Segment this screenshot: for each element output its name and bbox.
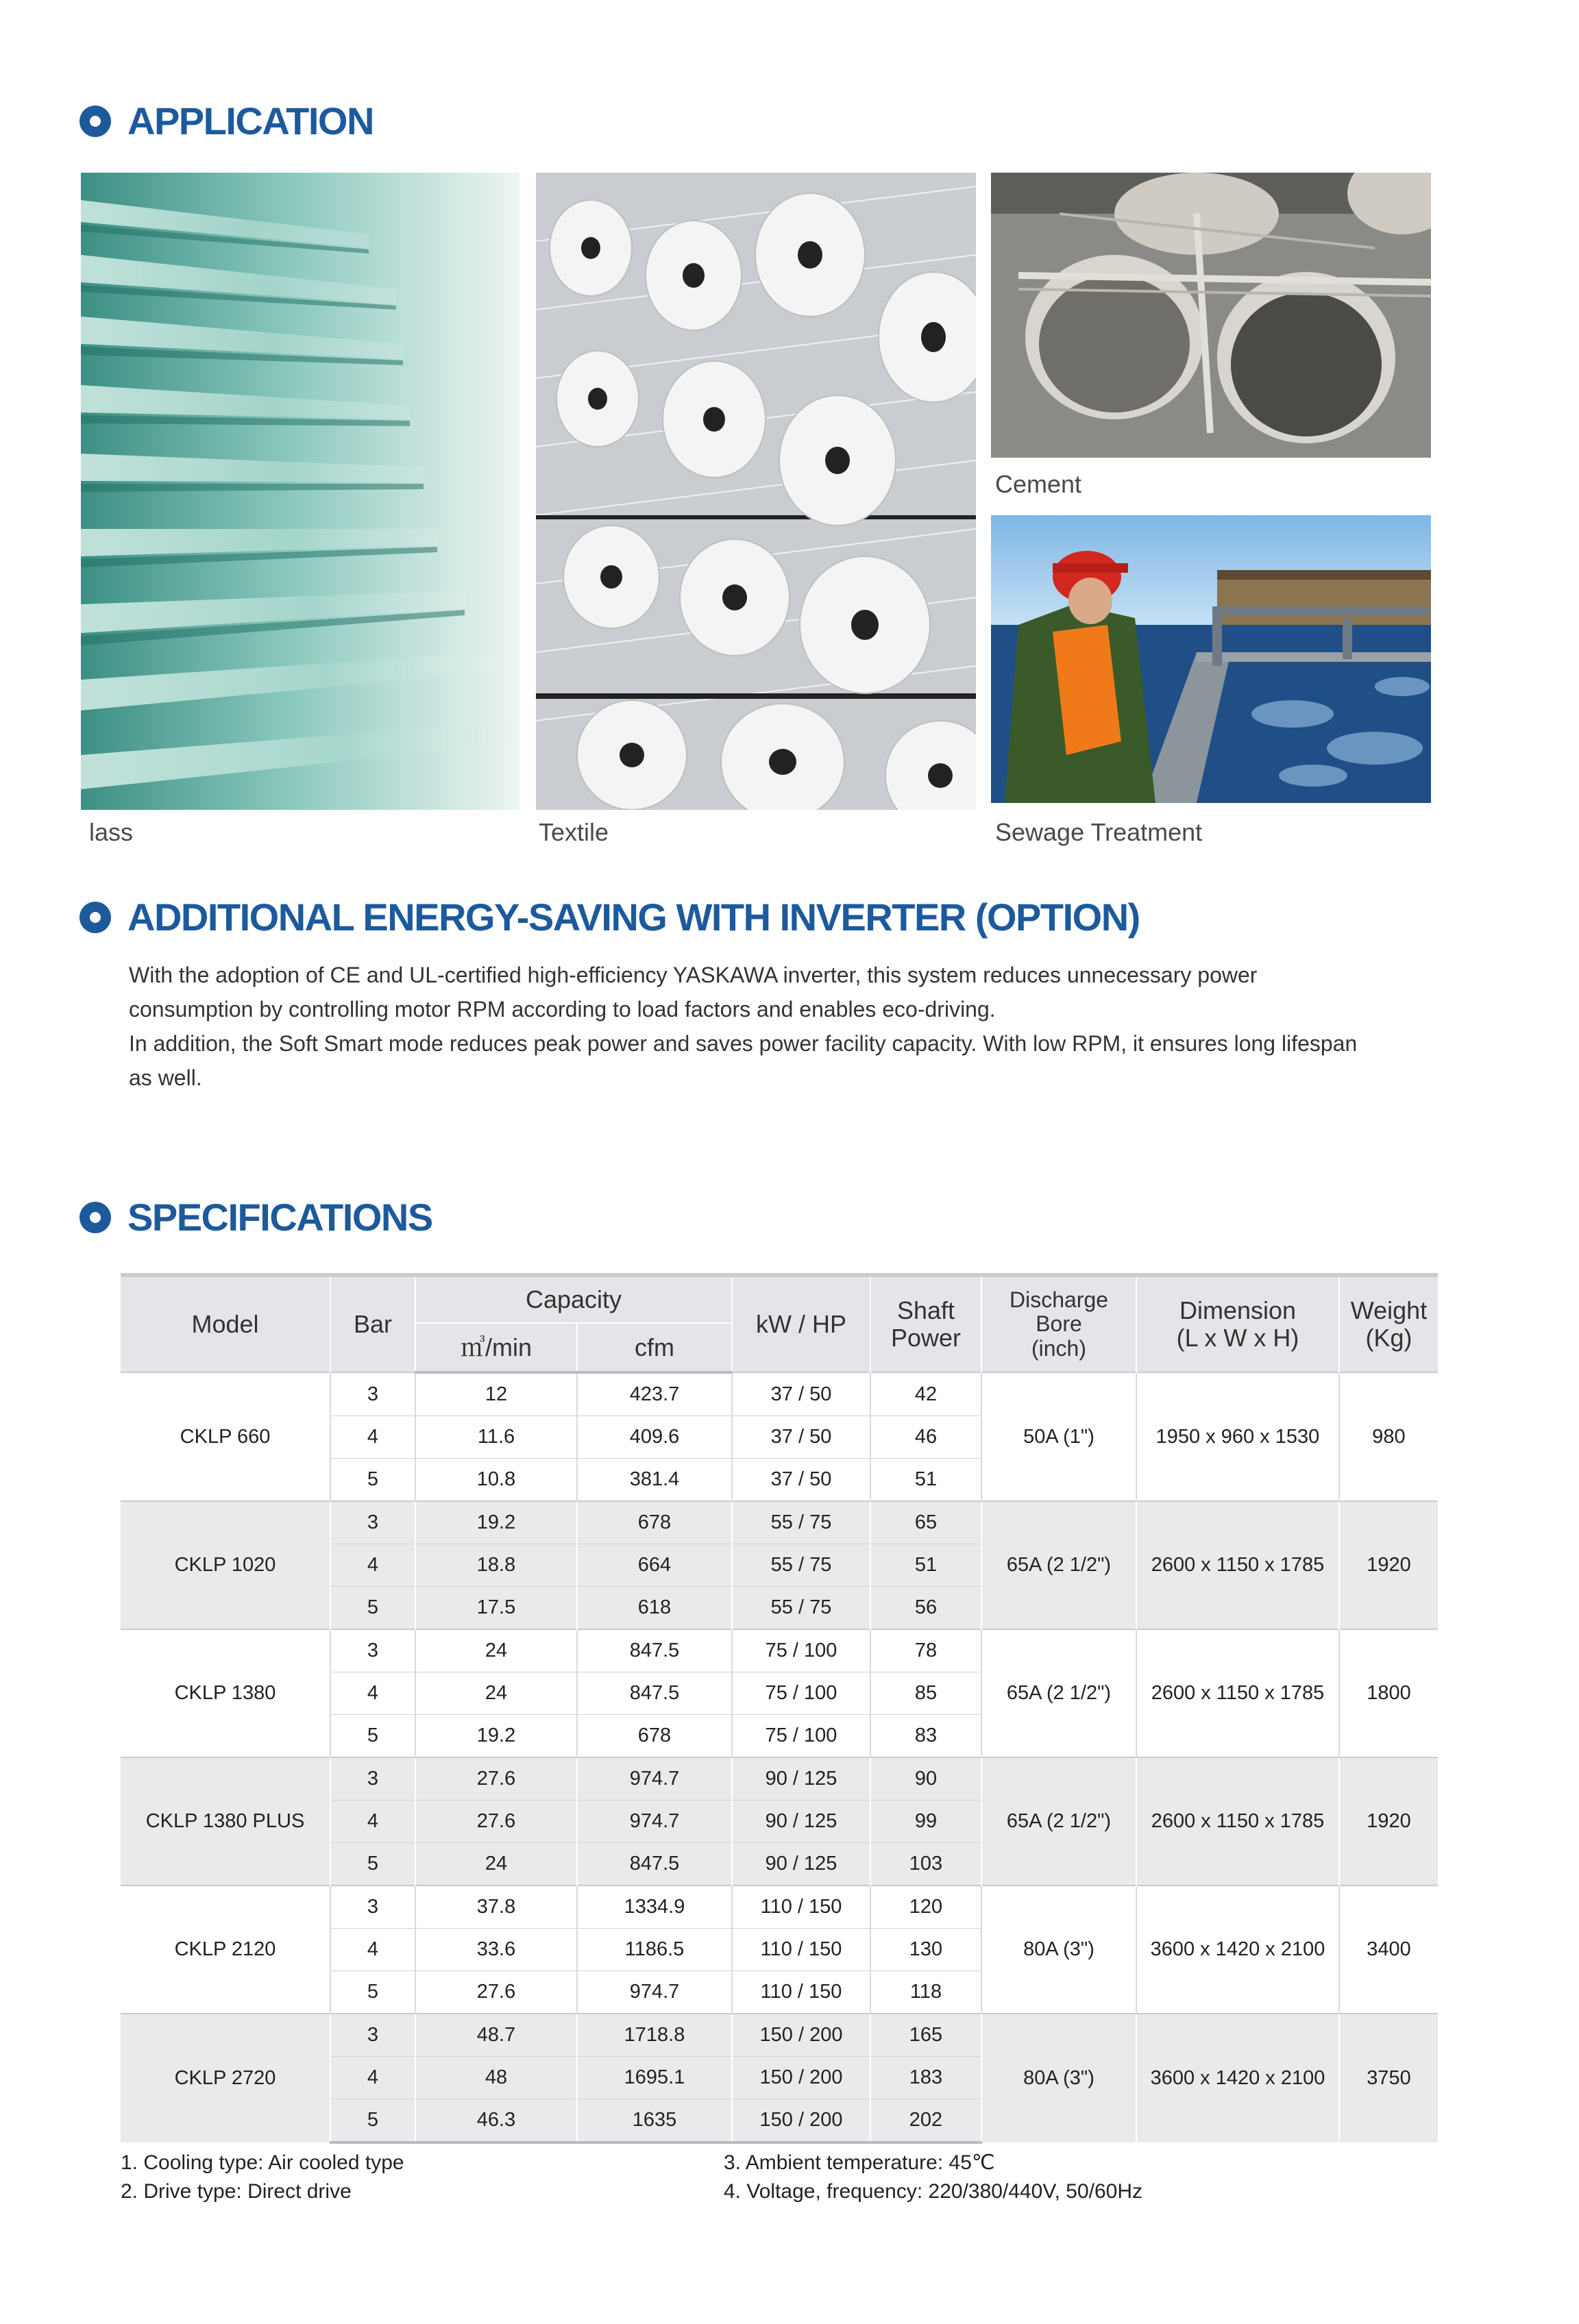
model-cell: CKLP 1380 (121, 1629, 330, 1757)
bar-cell: 5 (330, 1459, 415, 1502)
table-row (121, 1501, 1438, 1544)
capacity-cfm-cell: 974.7 (577, 1757, 732, 1801)
weight-cell: 3400 (1339, 1886, 1438, 2014)
capacity-cfm-cell: 974.7 (577, 1971, 732, 2014)
bar-cell: 3 (330, 1372, 415, 1416)
weight-cell: 1920 (1339, 1501, 1438, 1629)
kw-hp-cell: 55 / 75 (732, 1544, 870, 1587)
header-model: Model (121, 1275, 330, 1372)
capacity-cfm-cell: 847.5 (577, 1629, 732, 1672)
shaft-power-cell: 99 (870, 1801, 981, 1843)
kw-hp-cell: 90 / 125 (732, 1843, 870, 1886)
model-group (121, 1629, 1438, 1757)
header-bore-line1: Discharge (1009, 1287, 1109, 1313)
weight-cell: 1920 (1339, 1757, 1438, 1886)
capacity-m3-cell: 18.8 (415, 1544, 577, 1587)
dimension-cell: 2600 x 1150 x 1785 (1136, 1629, 1339, 1757)
kw-hp-cell: 37 / 50 (732, 1372, 870, 1416)
application-heading (79, 99, 374, 143)
capacity-m3-cell: 24 (415, 1672, 577, 1715)
dimension-cell: 1950 x 960 x 1530 (1136, 1372, 1339, 1501)
discharge-bore-cell: 65A (2 1/2") (981, 1501, 1136, 1629)
capacity-m3-cell: 27.6 (415, 1757, 577, 1801)
kw-hp-cell: 75 / 100 (732, 1672, 870, 1715)
capacity-cfm-cell: 1695.1 (577, 2057, 732, 2099)
header-kwhp: kW / HP (732, 1275, 870, 1372)
bar-cell: 3 (330, 2014, 415, 2057)
bar-cell: 5 (330, 2099, 415, 2143)
capacity-cfm-cell: 409.6 (577, 1416, 732, 1459)
note-item: 1. Cooling type: Air cooled type (121, 2151, 404, 2174)
kw-hp-cell: 150 / 200 (732, 2014, 870, 2057)
application-title: APPLICATION (127, 99, 374, 143)
shaft-power-cell: 103 (870, 1843, 981, 1886)
capacity-m3-cell: 24 (415, 1629, 577, 1672)
shaft-power-cell: 65 (870, 1501, 981, 1544)
paragraph: In addition, the Soft Smart mode reduces peak power and saves power facility capacity. With low RPM, it ensures long lifespan as well. (129, 1031, 1358, 1090)
kw-hp-cell: 110 / 150 (732, 1971, 870, 2014)
weight-cell: 980 (1339, 1372, 1438, 1501)
bar-cell: 3 (330, 1886, 415, 1929)
header-shaft-power (870, 1275, 981, 1372)
capacity-cfm-cell: 847.5 (577, 1672, 732, 1715)
shaft-power-cell: 56 (870, 1587, 981, 1630)
bar-cell: 4 (330, 1672, 415, 1715)
capacity-m3-cell: 11.6 (415, 1416, 577, 1459)
kw-hp-cell: 55 / 75 (732, 1587, 870, 1630)
capacity-m3-cell: 17.5 (415, 1587, 577, 1630)
model-cell: CKLP 1380 PLUS (121, 1757, 330, 1886)
shaft-power-cell: 165 (870, 2014, 981, 2057)
kw-hp-cell: 110 / 150 (732, 1886, 870, 1929)
shaft-power-cell: 202 (870, 2099, 981, 2143)
specifications-table (121, 1273, 1438, 2144)
bar-cell: 5 (330, 1843, 415, 1886)
capacity-cfm-cell: 664 (577, 1544, 732, 1587)
bar-cell: 5 (330, 1587, 415, 1630)
shaft-power-cell: 183 (870, 2057, 981, 2099)
kw-hp-cell: 110 / 150 (732, 1929, 870, 1971)
model-cell: CKLP 2720 (121, 2014, 330, 2142)
model-cell: CKLP 1020 (121, 1501, 330, 1629)
bar-cell: 5 (330, 1715, 415, 1758)
header-discharge-bore (981, 1275, 1136, 1372)
kw-hp-cell: 37 / 50 (732, 1459, 870, 1502)
capacity-m3-cell: 12 (415, 1372, 577, 1416)
kw-hp-cell: 90 / 125 (732, 1801, 870, 1843)
header-cfm: cfm (577, 1323, 732, 1372)
model-group (121, 1886, 1438, 2014)
header-dim-line2: (L x W x H) (1176, 1324, 1299, 1352)
bar-cell: 4 (330, 1801, 415, 1843)
header-bar: Bar (330, 1275, 415, 1372)
sewage-caption: Sewage Treatment (995, 818, 1203, 846)
capacity-m3-cell: 48.7 (415, 2014, 577, 2057)
model-cell: CKLP 2120 (121, 1886, 330, 2014)
specs-title: SPECIFICATIONS (127, 1196, 432, 1239)
bullet-icon (79, 902, 111, 933)
bar-cell: 4 (330, 2057, 415, 2099)
capacity-m3-cell: 37.8 (415, 1886, 577, 1929)
kw-hp-cell: 75 / 100 (732, 1715, 870, 1758)
energy-title: ADDITIONAL ENERGY-SAVING WITH INVERTER (OPTION) (127, 895, 1140, 939)
textile-caption: Textile (539, 818, 609, 846)
capacity-m3-cell: 48 (415, 2057, 577, 2099)
notes-left (121, 2149, 404, 2206)
capacity-cfm-cell: 678 (577, 1715, 732, 1758)
note-item: 2. Drive type: Direct drive (121, 2180, 352, 2203)
bar-cell: 4 (330, 1544, 415, 1587)
kw-hp-cell: 55 / 75 (732, 1501, 870, 1544)
shaft-power-cell: 118 (870, 1971, 981, 2014)
energy-heading (79, 895, 1140, 939)
header-shaft-line1: Shaft (896, 1296, 955, 1325)
header-weight-line1: Weight (1350, 1296, 1428, 1325)
bullet-icon (79, 1202, 111, 1233)
kw-hp-cell: 150 / 200 (732, 2057, 870, 2099)
header-m3-min: ㎥/min (415, 1323, 577, 1372)
header-weight-line2: (Kg) (1365, 1324, 1412, 1352)
capacity-cfm-cell: 1718.8 (577, 2014, 732, 2057)
capacity-m3-cell: 24 (415, 1843, 577, 1886)
header-dimension (1136, 1275, 1339, 1372)
bar-cell: 3 (330, 1501, 415, 1544)
header-shaft-line2: Power (890, 1324, 962, 1352)
header-weight (1339, 1275, 1438, 1372)
capacity-cfm-cell: 678 (577, 1501, 732, 1544)
paragraph: With the adoption of CE and UL-certified high-efficiency YASKAWA inverter, this system reduces unnecessary power consumption by controlling motor RPM according to load factors and enables eco-driving. (129, 963, 1258, 1022)
energy-description (129, 958, 1376, 1095)
table-row (121, 1886, 1438, 1929)
discharge-bore-cell: 80A (3") (981, 1886, 1136, 2014)
bar-cell: 3 (330, 1629, 415, 1672)
bar-cell: 4 (330, 1416, 415, 1459)
model-cell: CKLP 660 (121, 1372, 330, 1501)
kw-hp-cell: 75 / 100 (732, 1629, 870, 1672)
shaft-power-cell: 51 (870, 1459, 981, 1502)
textile-photo (536, 173, 976, 810)
dimension-cell: 2600 x 1150 x 1785 (1136, 1757, 1339, 1886)
capacity-m3-cell: 33.6 (415, 1929, 577, 1971)
capacity-cfm-cell: 1186.5 (577, 1929, 732, 1971)
discharge-bore-cell: 80A (3") (981, 2014, 1136, 2142)
cement-photo (991, 173, 1431, 458)
kw-hp-cell: 150 / 200 (732, 2099, 870, 2143)
capacity-cfm-cell: 974.7 (577, 1801, 732, 1843)
dimension-cell: 3600 x 1420 x 2100 (1136, 1886, 1339, 2014)
capacity-m3-cell: 46.3 (415, 2099, 577, 2143)
capacity-cfm-cell: 1635 (577, 2099, 732, 2143)
discharge-bore-cell: 65A (2 1/2") (981, 1757, 1136, 1886)
table-row (121, 1372, 1438, 1416)
table-row (121, 1757, 1438, 1801)
note-item: 3. Ambient temperature: 45℃ (724, 2151, 995, 2174)
capacity-m3-cell: 19.2 (415, 1715, 577, 1758)
shaft-power-cell: 120 (870, 1886, 981, 1929)
capacity-cfm-cell: 423.7 (577, 1372, 732, 1416)
bar-cell: 5 (330, 1971, 415, 2014)
table-row (121, 2014, 1438, 2057)
bar-cell: 4 (330, 1929, 415, 1971)
cement-caption: Cement (995, 470, 1082, 498)
bar-cell: 3 (330, 1757, 415, 1801)
glass-caption: lass (89, 818, 134, 846)
dimension-cell: 2600 x 1150 x 1785 (1136, 1501, 1339, 1629)
capacity-cfm-cell: 847.5 (577, 1843, 732, 1886)
note-item: 4. Voltage, frequency: 220/380/440V, 50/60Hz (724, 2180, 1143, 2203)
shaft-power-cell: 85 (870, 1672, 981, 1715)
shaft-power-cell: 46 (870, 1416, 981, 1459)
bullet-icon (79, 106, 111, 137)
capacity-cfm-cell: 381.4 (577, 1459, 732, 1502)
capacity-cfm-cell: 1334.9 (577, 1886, 732, 1929)
shaft-power-cell: 51 (870, 1544, 981, 1587)
weight-cell: 3750 (1339, 2014, 1438, 2142)
shaft-power-cell: 90 (870, 1757, 981, 1801)
model-group (121, 1501, 1438, 1629)
header-bore-line2: Bore (1036, 1311, 1082, 1337)
table-row (121, 1629, 1438, 1672)
shaft-power-cell: 78 (870, 1629, 981, 1672)
header-bore-line3: (inch) (1031, 1335, 1086, 1361)
header-dim-line1: Dimension (1179, 1296, 1297, 1325)
notes-right (724, 2149, 1142, 2206)
discharge-bore-cell: 50A (1") (981, 1372, 1136, 1501)
capacity-m3-cell: 10.8 (415, 1459, 577, 1502)
weight-cell: 1800 (1339, 1629, 1438, 1757)
glass-photo (81, 173, 519, 810)
kw-hp-cell: 37 / 50 (732, 1416, 870, 1459)
model-group (121, 1372, 1438, 1501)
model-group (121, 2014, 1438, 2142)
specs-heading (79, 1195, 432, 1239)
capacity-m3-cell: 19.2 (415, 1501, 577, 1544)
shaft-power-cell: 130 (870, 1929, 981, 1971)
capacity-m3-cell: 27.6 (415, 1801, 577, 1843)
model-group (121, 1757, 1438, 1886)
header-capacity: Capacity (415, 1275, 732, 1323)
discharge-bore-cell: 65A (2 1/2") (981, 1629, 1136, 1757)
dimension-cell: 3600 x 1420 x 2100 (1136, 2014, 1339, 2142)
capacity-m3-cell: 27.6 (415, 1971, 577, 2014)
kw-hp-cell: 90 / 125 (732, 1757, 870, 1801)
shaft-power-cell: 42 (870, 1372, 981, 1416)
sewage-photo (991, 515, 1431, 803)
shaft-power-cell: 83 (870, 1715, 981, 1758)
capacity-cfm-cell: 618 (577, 1587, 732, 1630)
